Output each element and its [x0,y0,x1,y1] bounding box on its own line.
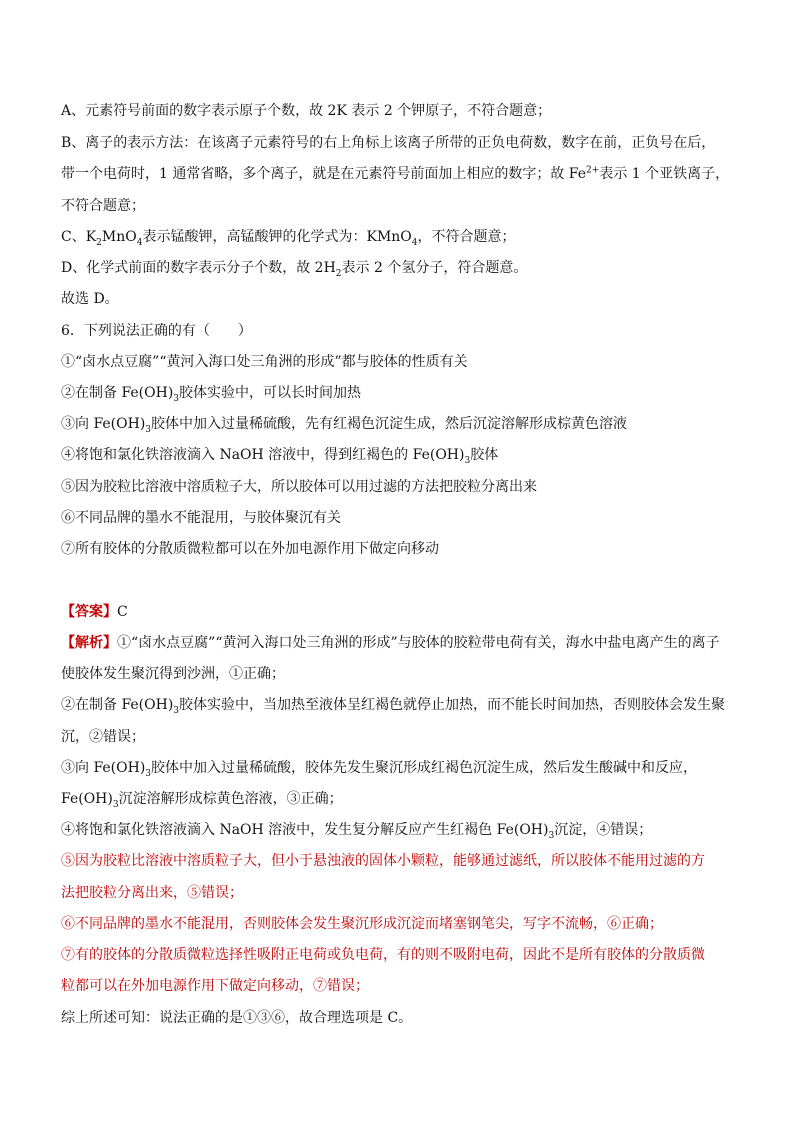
text: ⑥不同品牌的墨水不能混用，否则胶体会发生聚沉形成沉淀而堵塞钢笔尖，写字不流畅，⑥正确； [61,916,663,932]
subscript: 3 [464,455,471,465]
statement-1 [61,352,754,372]
answer-label: 【答案】 [61,604,117,620]
subscript: 3 [145,424,152,434]
text: ①“卤水点豆腐”“黄河入海口处三角洲的形成”与胶体的胶粒带电荷有关，海水中盐电离产生的离子 [117,635,720,651]
answer-value: C [117,604,128,620]
text: 带一个电荷时，1 通常省略，多个离子，就是在元素符号前面加上相应的数字；故 Fe [61,166,587,182]
analysis-line-8 [61,851,754,871]
text: 使胶体发生聚沉得到沙洲，①正确； [61,666,285,682]
superscript: 2+ [586,165,600,176]
text: 故选 D。 [61,291,119,307]
text: ⑤因为胶粒比溶液中溶质粒子大，所以胶体可以用过滤的方法把胶粒分离出来 [61,479,537,495]
text: C、K [61,229,97,245]
subscript: 3 [173,705,180,715]
prev-option-d [61,258,754,278]
text: 沉淀溶解形成棕黄色溶液，③正确； [118,791,343,807]
prev-option-b-line2 [61,164,754,184]
text: ⑦所有胶体的分散质微粒都可以在外加电源作用下做定向移动 [61,541,439,557]
prev-option-c [61,227,754,247]
text: 表示锰酸钾，高锰酸钾的化学式为：KMnO [142,229,412,245]
text: 胶体实验中，可以长时间加热 [179,385,362,401]
text: ②在制备 Fe(OH) [61,385,174,401]
text: 6．下列说法正确的有（ ） [61,323,252,339]
subscript: 2 [335,268,342,278]
subscript: 3 [112,799,119,809]
text: 综上所述可知：说法正确的是①③⑥，故合理选项是 C。 [61,1010,413,1026]
text: ⑤因为胶粒比溶液中溶质粒子大，但小于悬浊液的固体小颗粒，能够通过滤纸，所以胶体不能用过滤的方 [61,853,705,869]
analysis-line-9 [61,883,754,903]
subscript: 2 [96,237,102,247]
text: ，不符合题意； [417,229,516,245]
text: 胶体实验中，当加热至液体呈红褐色就停止加热，而不能长时间加热，否则胶体会发生聚 [179,697,726,713]
text: ⑥不同品牌的墨水不能混用，与胶体聚沉有关 [61,510,341,526]
text: 胶体中加入过量稀硫酸，先有红褐色沉淀生成，然后沉淀溶解形成棕黄色溶液 [151,416,628,432]
analysis-line-6 [61,789,754,809]
text: ④将饱和氯化铁溶液滴入 NaOH 溶液中，发生复分解反应产生红褐色 Fe(OH) [61,822,549,838]
subscript: 4 [411,237,418,247]
subscript: 4 [136,237,143,247]
analysis-line-11 [61,945,754,965]
statement-4 [61,445,754,465]
analysis-line-3 [61,695,754,715]
statement-7 [61,539,754,559]
prev-final-answer [61,289,754,309]
text: MnO [101,229,137,245]
subscript: 3 [173,393,180,403]
analysis-line-2 [61,664,754,684]
subscript: 3 [548,830,555,840]
analysis-conclusion [61,1008,754,1028]
text: ④将饱和氯化铁溶液滴入 NaOH 溶液中，得到红褐色的 Fe(OH) [61,447,465,463]
statement-3 [61,414,754,434]
text: 表示 1 个亚铁离子， [599,166,730,182]
prev-option-b-line3 [61,196,754,216]
analysis-line-12 [61,976,754,996]
analysis-line-7 [61,820,754,840]
text: 法把胶粒分离出来，⑤错误； [61,885,243,901]
text: ⑦有的胶体的分散质微粒选择性吸附正电荷或负电荷，有的则不吸附电荷，因此不是所有胶体的分散质微 [61,947,705,963]
analysis-line-10 [61,914,754,934]
text: Fe(OH) [61,791,113,807]
text: 表示 2 个氢分子，符合题意。 [341,260,528,276]
text: 胶体中加入过量稀硫酸，胶体先发生聚沉形成红褐色沉淀生成，然后发生酸碱中和反应， [151,760,698,776]
question-stem [61,321,754,341]
text: 胶体 [470,447,499,463]
statement-5 [61,477,754,497]
answer-line [61,602,754,622]
analysis-label: 【解析】 [61,635,117,651]
statement-6 [61,508,754,528]
text: ③向 Fe(OH) [61,416,146,432]
text: 沉，②错误； [61,729,145,745]
text: 粒都可以在外加电源作用下做定向移动，⑦错误； [61,978,369,994]
analysis-line-1 [61,633,754,653]
text: ②在制备 Fe(OH) [61,697,174,713]
text: A、元素符号前面的数字表示原子个数，故 2K 表示 2 个钾原子，不符合题意； [61,103,552,119]
text: 沉淀，④错误； [554,822,653,838]
prev-option-a [61,101,754,121]
text: B、离子的表示方法：在该离子元素符号的右上角标上该离子所带的正负电荷数，数字在前，正负号在后， [61,135,716,151]
statement-2 [61,383,754,403]
analysis-line-4 [61,727,754,747]
subscript: 3 [145,768,152,778]
text: 不符合题意； [61,198,145,214]
analysis-line-5 [61,758,754,778]
text: ③向 Fe(OH) [61,760,146,776]
text: ①“卤水点豆腐”“黄河入海口处三角洲的形成”都与胶体的性质有关 [61,354,468,370]
text: D、化学式前面的数字表示分子个数，故 2H [61,260,336,276]
prev-option-b-line1 [61,133,754,153]
